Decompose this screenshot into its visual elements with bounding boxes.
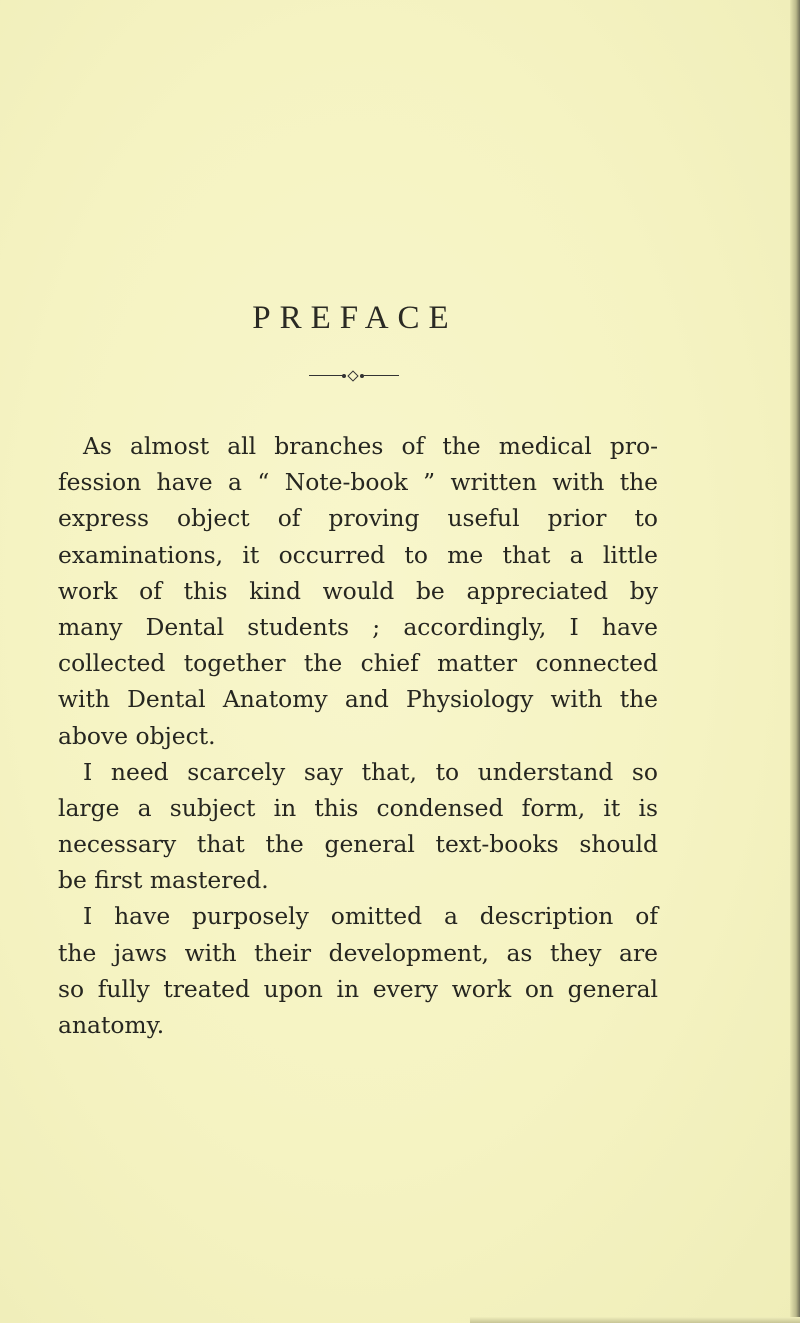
- page-title: PREFACE: [252, 300, 458, 336]
- text-line: be first mastered.: [58, 866, 269, 895]
- text-line: necessary that the general text-books should: [58, 830, 658, 859]
- text-line: As almost all branches of the medical pro-: [83, 432, 658, 460]
- text-line: above object.: [58, 721, 216, 750]
- text-line: I have purposely omitted a description of: [83, 902, 658, 931]
- text-line: the jaws with their development, as they are: [58, 938, 658, 967]
- page-binding-edge: [790, 0, 800, 1323]
- text-line: fession have a “ Note-book ” written with the: [58, 468, 658, 497]
- text-line: anatomy.: [58, 1011, 165, 1039]
- title-ornament: [309, 372, 399, 380]
- text-line: with Dental Anatomy and Physiology with the: [58, 685, 658, 714]
- preface-body: [58, 428, 658, 1043]
- text-line: many Dental students ; accordingly, I have: [58, 612, 658, 641]
- page-bottom-edge: [470, 1317, 800, 1323]
- text-line: express object of proving useful prior to: [58, 504, 658, 533]
- text-line: I need scarcely say that, to understand so: [83, 757, 658, 786]
- text-line: work of this kind would be appreciated by: [58, 576, 658, 605]
- text-line: so fully treated upon in every work on general: [58, 974, 658, 1003]
- text-line: examinations, it occurred to me that a little: [58, 540, 658, 569]
- text-line: collected together the chief matter connected: [58, 649, 658, 678]
- text-line: large a subject in this condensed form, it is: [58, 793, 658, 822]
